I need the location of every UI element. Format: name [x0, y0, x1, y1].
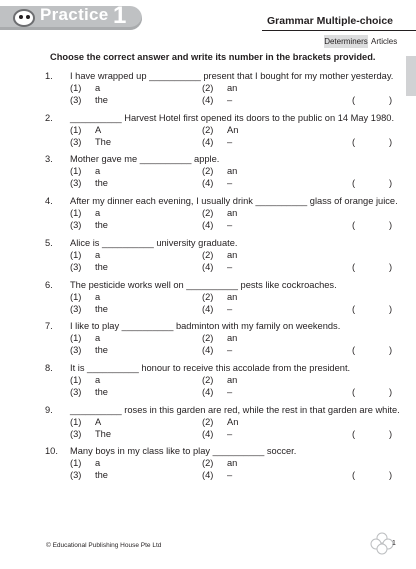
option-text: the — [95, 220, 108, 231]
option-3[interactable] — [70, 95, 108, 105]
question-item — [0, 71, 416, 111]
option-text: the — [95, 261, 108, 272]
option-2[interactable] — [202, 125, 238, 135]
option-1[interactable] — [70, 208, 100, 218]
question-text: Many boys in my class like to play __________ soccer. — [70, 446, 297, 457]
question-text: After my dinner each evening, I usually drink __________ glass of orange juice. — [70, 196, 398, 207]
option-text: a — [95, 458, 101, 469]
question-number: 7. — [45, 321, 53, 332]
option-1[interactable] — [70, 458, 100, 468]
option-text: – — [227, 220, 233, 231]
question-number: 2. — [45, 112, 53, 123]
option-number: (2) — [202, 249, 214, 260]
option-3[interactable] — [70, 387, 108, 397]
mascot-icon — [13, 9, 35, 27]
option-number: (3) — [70, 345, 82, 356]
option-1[interactable] — [70, 83, 100, 93]
option-4[interactable] — [202, 95, 232, 105]
option-text: the — [95, 95, 108, 105]
question-number: 5. — [45, 237, 53, 248]
option-text: – — [227, 303, 233, 314]
option-number: (4) — [202, 345, 214, 356]
option-text: – — [227, 136, 233, 147]
answer-bracket-open: ( — [352, 386, 356, 397]
question-number: 3. — [45, 154, 53, 165]
question-item — [0, 446, 416, 486]
option-1[interactable] — [70, 417, 101, 427]
option-number: (2) — [202, 124, 214, 135]
option-text: – — [227, 345, 233, 356]
option-number: (4) — [202, 303, 214, 314]
option-number: (4) — [202, 220, 214, 231]
option-number: (2) — [202, 333, 214, 344]
option-number: (3) — [70, 95, 82, 105]
question-number: 8. — [45, 362, 53, 373]
question-item — [0, 280, 416, 320]
question-item — [0, 405, 416, 445]
option-number: (4) — [202, 95, 214, 105]
answer-bracket-open: ( — [352, 136, 356, 147]
question-item — [0, 154, 416, 194]
question-text: Alice is __________ university graduate. — [70, 237, 238, 248]
option-number: (4) — [202, 428, 214, 439]
option-text: a — [95, 208, 101, 219]
option-number: (2) — [202, 291, 214, 302]
option-number: (1) — [70, 333, 82, 344]
option-2[interactable] — [202, 166, 237, 176]
answer-bracket-open: ( — [352, 470, 356, 481]
option-text: – — [227, 261, 233, 272]
option-number: (4) — [202, 136, 214, 147]
option-text: the — [95, 386, 108, 397]
option-4[interactable] — [202, 220, 232, 230]
question-number: 10. — [45, 446, 58, 457]
option-2[interactable] — [202, 458, 237, 468]
question-number: 6. — [45, 279, 53, 290]
option-2[interactable] — [202, 292, 237, 302]
option-text: An — [227, 416, 239, 427]
question-text: __________ roses in this garden are red, while the rest in that garden are white. — [70, 404, 400, 415]
option-number: (1) — [70, 249, 82, 260]
question-text: I like to play __________ badminton with my family on weekends. — [70, 321, 341, 332]
section-title: Grammar Multiple-choice — [266, 15, 394, 27]
option-3[interactable] — [70, 262, 108, 272]
option-text: an — [227, 208, 238, 219]
answer-bracket-close: ) — [389, 386, 393, 397]
option-text: an — [227, 374, 238, 385]
option-text: the — [95, 178, 108, 189]
option-text: an — [227, 458, 238, 469]
option-3[interactable] — [70, 178, 108, 188]
option-number: (1) — [70, 291, 82, 302]
page-number: 1 — [392, 540, 396, 547]
option-text: an — [227, 333, 238, 344]
option-1[interactable] — [70, 375, 100, 385]
answer-bracket-close: ) — [389, 345, 393, 356]
option-2[interactable] — [202, 208, 237, 218]
question-number: 4. — [45, 196, 53, 207]
option-4[interactable] — [202, 470, 232, 480]
tab-determiners[interactable]: Determiners — [324, 37, 368, 46]
option-number: (1) — [70, 166, 82, 177]
question-text: Mother gave me __________ apple. — [70, 154, 220, 165]
option-3[interactable] — [70, 429, 111, 439]
option-3[interactable] — [70, 345, 108, 355]
option-text: a — [95, 333, 101, 344]
tab-articles[interactable]: Articles — [371, 37, 398, 46]
option-3[interactable] — [70, 470, 108, 480]
option-text: An — [227, 124, 239, 135]
option-number: (3) — [70, 136, 82, 147]
option-text: a — [95, 83, 101, 93]
option-3[interactable] — [70, 137, 111, 147]
option-text: an — [227, 291, 238, 302]
answer-bracket-close: ) — [389, 261, 393, 272]
option-text: the — [95, 303, 108, 314]
answer-bracket-open: ( — [352, 428, 356, 439]
option-number: (1) — [70, 416, 82, 427]
practice-number: 1 — [113, 2, 127, 29]
instructions: Choose the correct answer and write its number in the brackets provided. — [50, 52, 376, 62]
question-item — [0, 321, 416, 361]
answer-bracket-close: ) — [389, 220, 393, 231]
copyright-footer: © Educational Publishing House Pte Ltd — [46, 542, 162, 549]
option-1[interactable] — [70, 292, 100, 302]
option-4[interactable] — [202, 178, 232, 188]
answer-bracket-open: ( — [352, 345, 356, 356]
option-number: (2) — [202, 416, 214, 427]
option-4[interactable] — [202, 429, 232, 439]
option-text: – — [227, 470, 233, 481]
option-3[interactable] — [70, 304, 108, 314]
option-number: (3) — [70, 428, 82, 439]
question-text: It is __________ honour to receive this accolade from the president. — [70, 362, 351, 373]
option-3[interactable] — [70, 220, 108, 230]
option-1[interactable] — [70, 166, 100, 176]
title-divider — [262, 30, 416, 31]
option-number: (3) — [70, 261, 82, 272]
option-text: – — [227, 95, 233, 105]
option-2[interactable] — [202, 83, 237, 93]
option-number: (1) — [70, 458, 82, 469]
page-header — [0, 0, 416, 30]
option-text: – — [227, 428, 233, 439]
option-text: A — [95, 416, 102, 427]
option-1[interactable] — [70, 333, 100, 343]
option-2[interactable] — [202, 333, 237, 343]
option-number: (4) — [202, 470, 214, 481]
option-number: (4) — [202, 386, 214, 397]
option-number: (2) — [202, 374, 214, 385]
option-1[interactable] — [70, 250, 100, 260]
answer-bracket-open: ( — [352, 95, 356, 105]
question-text: I have wrapped up __________ present that I bought for my mother yesterday. — [70, 71, 394, 81]
answer-bracket-close: ) — [389, 470, 393, 481]
answer-bracket-open: ( — [352, 261, 356, 272]
option-number: (2) — [202, 208, 214, 219]
question-item — [0, 238, 416, 278]
option-number: (3) — [70, 303, 82, 314]
answer-bracket-close: ) — [389, 303, 393, 314]
answer-bracket-close: ) — [389, 178, 393, 189]
option-1[interactable] — [70, 125, 101, 135]
option-number: (1) — [70, 208, 82, 219]
option-number: (1) — [70, 374, 82, 385]
answer-bracket-close: ) — [389, 95, 393, 105]
option-number: (1) — [70, 83, 82, 93]
option-number: (2) — [202, 83, 214, 93]
option-2[interactable] — [202, 417, 238, 427]
option-number: (3) — [70, 470, 82, 481]
question-item — [0, 196, 416, 236]
option-number: (1) — [70, 124, 82, 135]
option-text: a — [95, 291, 101, 302]
option-4[interactable] — [202, 262, 232, 272]
practice-label: Practice — [40, 5, 109, 24]
question-item — [0, 363, 416, 403]
option-text: The — [95, 136, 112, 147]
option-number: (2) — [202, 458, 214, 469]
option-text: an — [227, 166, 238, 177]
option-text: the — [95, 470, 108, 481]
option-number: (4) — [202, 261, 214, 272]
option-4[interactable] — [202, 345, 232, 355]
option-text: The — [95, 428, 112, 439]
option-number: (3) — [70, 220, 82, 231]
option-4[interactable] — [202, 387, 232, 397]
question-text: __________ Harvest Hotel first opened its doors to the public on 14 May 1980. — [70, 112, 395, 123]
option-number: (3) — [70, 386, 82, 397]
option-2[interactable] — [202, 375, 237, 385]
option-text: – — [227, 386, 233, 397]
option-text: an — [227, 83, 238, 93]
question-number: 1. — [45, 71, 53, 81]
option-text: a — [95, 166, 101, 177]
answer-bracket-open: ( — [352, 303, 356, 314]
option-number: (4) — [202, 178, 214, 189]
option-text: a — [95, 374, 101, 385]
option-4[interactable] — [202, 137, 232, 147]
option-number: (3) — [70, 178, 82, 189]
option-text: A — [95, 124, 102, 135]
option-text: an — [227, 249, 238, 260]
option-4[interactable] — [202, 304, 232, 314]
question-text: The pesticide works well on __________ pests like cockroaches. — [70, 279, 337, 290]
option-number: (2) — [202, 166, 214, 177]
answer-bracket-close: ) — [389, 136, 393, 147]
answer-bracket-open: ( — [352, 178, 356, 189]
option-text: – — [227, 178, 233, 189]
answer-bracket-open: ( — [352, 220, 356, 231]
option-text: the — [95, 345, 108, 356]
answer-bracket-close: ) — [389, 428, 393, 439]
option-2[interactable] — [202, 250, 237, 260]
question-number: 9. — [45, 404, 53, 415]
question-item — [0, 113, 416, 153]
option-text: a — [95, 249, 101, 260]
